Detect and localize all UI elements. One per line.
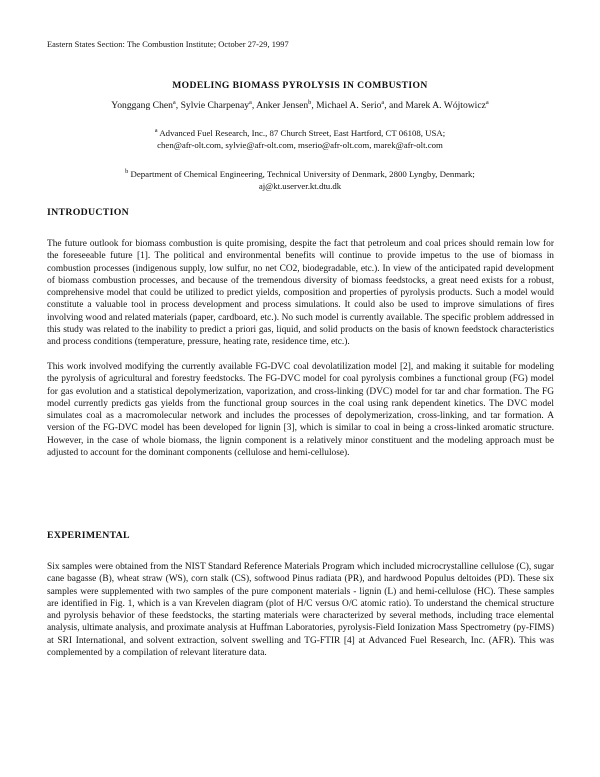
affiliation-a-emails: chen@afr-olt.com, sylvie@afr-olt.com, mserio@afr-olt.com, marek@afr-olt.com (157, 140, 443, 150)
affiliation-mark: a (381, 98, 385, 106)
introduction-paragraph-1: The future outlook for biomass combustion is quite promising, despite the fact that petroleum and coal prices should remain low for the foreseeable future [1]. The political and environmental benefits will continue to provide impetus to the use of biomass in combustion processes (indigenous supply, low sulfur, no net CO2, biodegradable, etc.). In view of the anticipated rapid development of biomass combustion processes, and because of the tremendous diversity of biomass feedstocks, a great need exists for a robust, comprehensive model that could be utilized to predict yields, composition and properties of pyrolysis products. Such a model would constitute a valuable tool in process development and process simulations. It could also be used to improve simulations of fires involving wood and related materials (paper, cardboard, etc.). No such model is currently available. The specific problem addressed in this study was related to the inability to predict a priori gas, liquid, and solid products on the basis of known feedstock characteristics and process conditions (temperature, pressure, heating rate, residence time, etc.). (47, 239, 554, 348)
author-name: Marek A. Wójtowicz (405, 100, 486, 111)
introduction-paragraph-2: This work involved modifying the currently available FG-DVC coal devolatilization model [2], and making it suitable for modeling the pyrolysis of agricultural and forestry feedstocks. The FG-DVC model for coal pyrolysis combines a functional group (FG) model for gas evolution and a statistical depolymerization, vaporization, and cross-linking (DVC) model for tar and char formation. The FG model currently predicts gas yields from the functional group sources in the coal using rank dependent kinetics. The DVC model simulates coal as a macromolecular network and includes the processes of depolymerization, cross-linking, and tar formation. A version of the FG-DVC model has been developed for lignin [3], which is similar to coal in being a cross-linked aromatic structure. However, in the case of whole biomass, the lignin component is a relatively minor constituent and the modeling approach must be adjusted to account for the dominant components (cellulose and hemi-cellulose). (47, 362, 554, 459)
affiliation-mark: a (485, 98, 489, 106)
author-name: Yonggang Chen (111, 100, 173, 111)
author-name: Sylvie Charpenay (180, 100, 250, 111)
affiliation-a (0, 127, 600, 151)
affiliation-mark: a (172, 98, 176, 106)
conference-header: Eastern States Section: The Combustion Institute; October 27-29, 1997 (47, 40, 289, 49)
experimental-paragraph-1: Six samples were obtained from the NIST Standard Reference Materials Program which included microcrystalline cellulose (C), sugar cane bagasse (B), wheat straw (WS), corn stalk (CS), softwood Pinus radiata (PR), and hardwood Populus deltoides (PD). These six samples were supplemented with two samples of the pure component materials - lignin (L) and hemi-cellulose (HC). These samples are identified in Fig. 1, which is a van Krevelen diagram (plot of H/C versus O/C atomic ratio). To understand the chemical structure and pyrolysis behavior of these feedstocks, the starting materials were characterized by several methods, including trace elemental analysis, ultimate analysis, and proximate analysis at Huffman Laboratories, pyrolysis-Field Ionization Mass Spectrometry (py-FIMS) at SRI International, and solvent extraction, solvent swelling and TG-FTIR [4] at Advanced Fuel Research, Inc. (AFR). This was complemented by a compilation of relevant literature data. (47, 562, 554, 659)
author-name: Anker Jensen (256, 100, 309, 111)
affiliation-mark: a (249, 98, 252, 106)
section-heading-introduction: INTRODUCTION (47, 207, 129, 218)
section-heading-experimental: EXPERIMENTAL (47, 530, 130, 541)
affiliation-b-email: aj@kt.userver.kt.dtu.dk (258, 181, 342, 191)
paper-title: MODELING BIOMASS PYROLYSIS IN COMBUSTION (172, 80, 428, 91)
author-name: Michael A. Serio (316, 100, 382, 111)
affiliation-a-mark: a (154, 127, 158, 135)
affiliation-b-mark: b (125, 168, 129, 176)
affiliation-mark: b (308, 98, 312, 106)
author-and: and (389, 100, 403, 111)
affiliation-b-address: Department of Chemical Engineering, Technical University of Denmark, 2800 Lyngby, Denmark; (130, 169, 475, 179)
affiliation-b (0, 168, 600, 192)
author-list: Yonggang Chen$^a$, Sylvie Charpenay$^a$, Anker Jensen$^b$, Michael A. Serio$^a$, and Marek A. Wójtowicz$^a$ (111, 98, 489, 111)
affiliation-a-address: Advanced Fuel Research, Inc., 87 Church Street, East Hartford, CT 06108, USA; (159, 128, 446, 138)
